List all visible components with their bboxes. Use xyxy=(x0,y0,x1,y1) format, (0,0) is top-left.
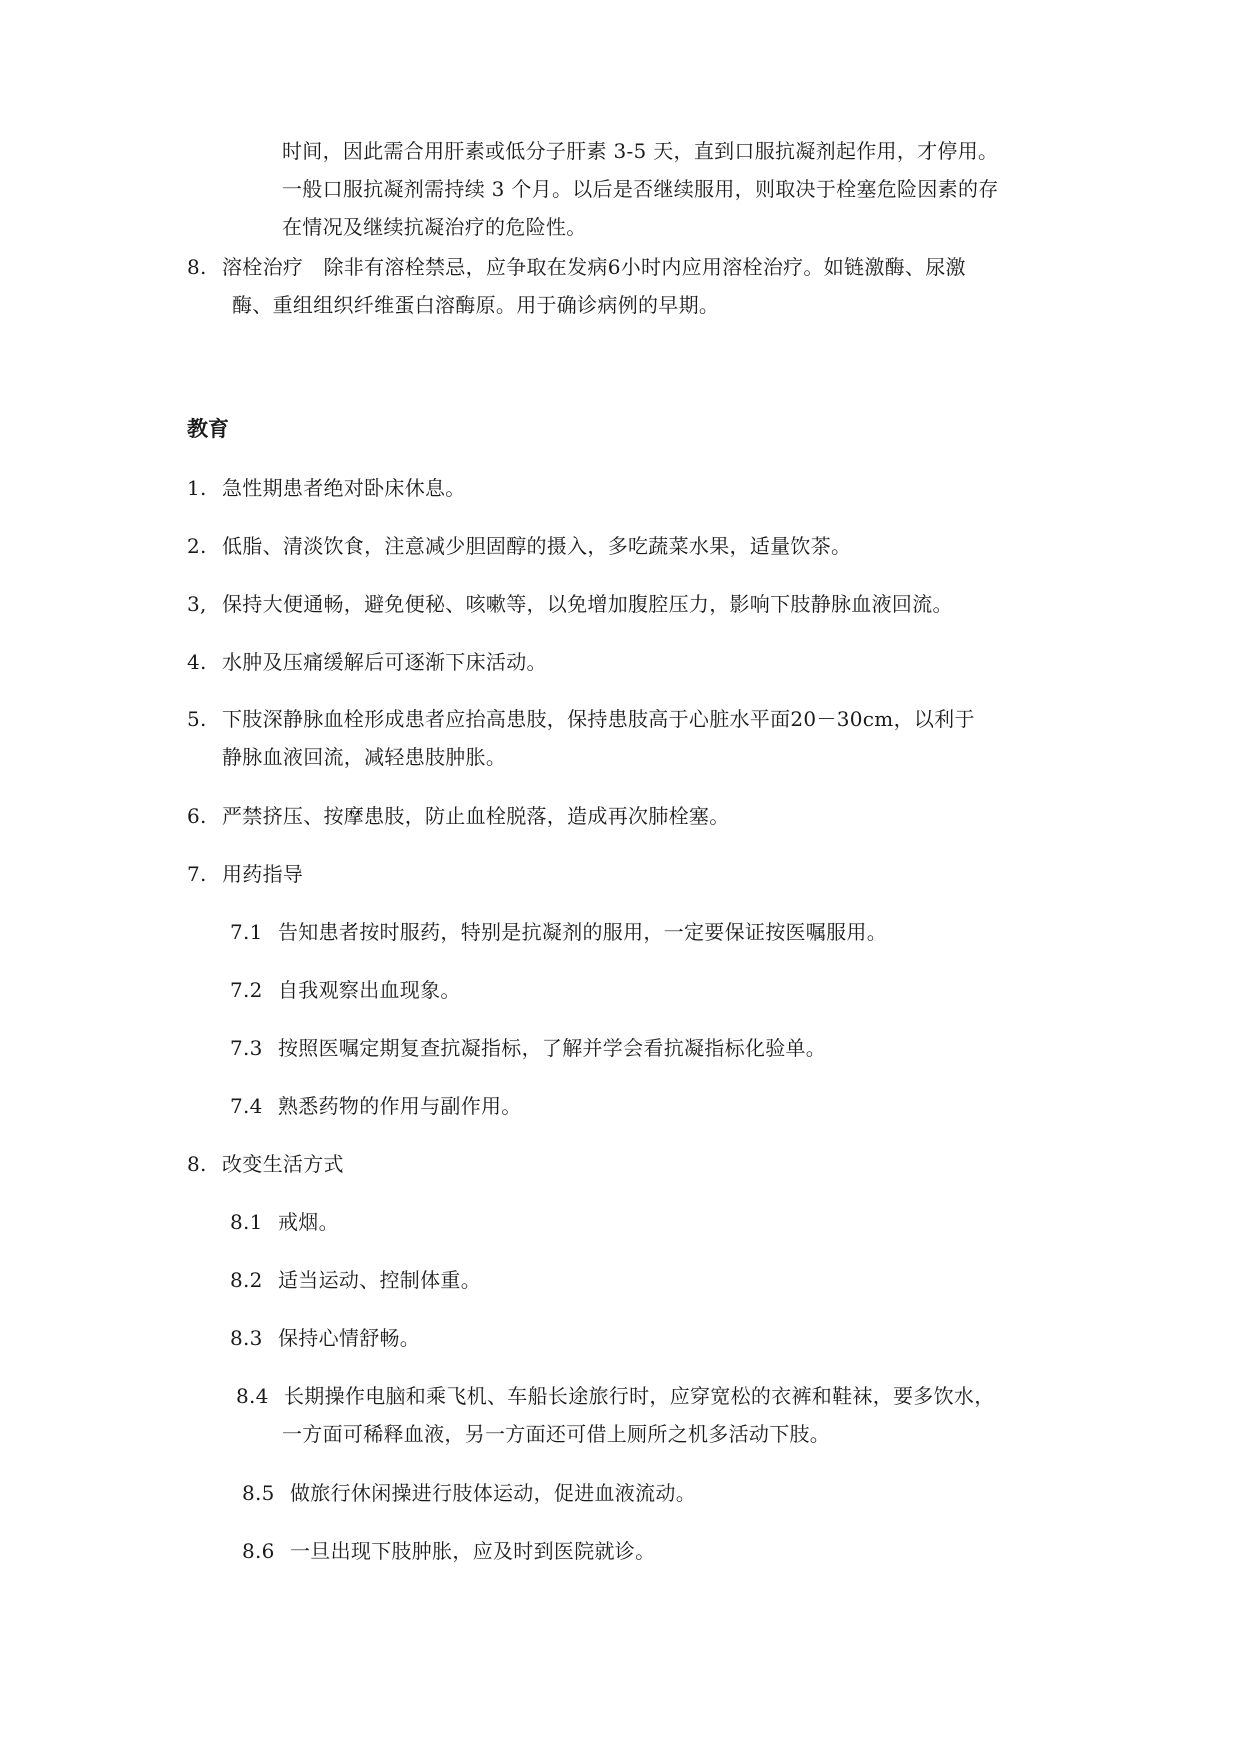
education-item-4-text: 水肿及压痛缓解后可逐渐下床活动。 xyxy=(222,650,547,674)
education-item-7-text: 用药指导 xyxy=(222,862,304,886)
medication-item-4-number: 7.4 xyxy=(230,1094,263,1118)
medication-item-1-text: 告知患者按时服药，特别是抗凝剂的服用，一定要保证按医嘱服用。 xyxy=(278,920,887,944)
education-item-2-number: 2. xyxy=(187,534,207,558)
section-heading-education: 教育 xyxy=(187,417,229,441)
education-item-1-text: 急性期患者绝对卧床休息。 xyxy=(222,476,466,500)
education-item-5-text: 下肢深静脉血栓形成患者应抬高患肢，保持患肢高于心脏水平面20－30cm，以利于 xyxy=(222,707,975,731)
medication-item-3-text: 按照医嘱定期复查抗凝指标，了解并学会看抗凝指标化验单。 xyxy=(278,1036,827,1060)
medication-item-4-text: 熟悉药物的作用与副作用。 xyxy=(278,1094,522,1118)
lifestyle-item-1-number: 8.1 xyxy=(230,1210,263,1234)
education-item-4-number: 4. xyxy=(187,650,207,674)
education-item-5-text-2: 静脉血液回流，减轻患肢肿胀。 xyxy=(222,745,507,769)
education-item-3-text: 保持大便通畅，避免便秘、咳嗽等，以免增加腹腔压力，影响下肢静脉血液回流。 xyxy=(222,592,953,616)
education-item-6-number: 6. xyxy=(187,804,207,828)
lifestyle-item-4-number: 8.4 xyxy=(236,1384,269,1408)
medication-item-1-number: 7.1 xyxy=(230,920,263,944)
continuation-line-1: 时间，因此需合用肝素或低分子肝素 3-5 天，直到口服抗凝剂起作用，才停用。 xyxy=(282,139,999,163)
education-item-3-number: 3, xyxy=(187,592,207,616)
education-item-8-number: 8. xyxy=(187,1152,207,1176)
lifestyle-item-1-text: 戒烟。 xyxy=(278,1210,339,1234)
education-item-7-number: 7. xyxy=(187,862,207,886)
lifestyle-item-6-number: 8.6 xyxy=(242,1539,275,1563)
education-item-1-number: 1. xyxy=(187,476,207,500)
lifestyle-item-4-text: 长期操作电脑和乘飞机、车船长途旅行时，应穿宽松的衣裤和鞋袜，要多饮水， xyxy=(284,1384,995,1408)
lifestyle-item-3-number: 8.3 xyxy=(230,1326,263,1350)
lifestyle-item-3-text: 保持心情舒畅。 xyxy=(278,1326,421,1350)
medication-item-2-number: 7.2 xyxy=(230,978,263,1002)
medication-item-3-number: 7.3 xyxy=(230,1036,263,1060)
thrombolysis-item-line-2: 酶、重组组织纤维蛋白溶酶原。用于确诊病例的早期。 xyxy=(232,293,720,317)
lifestyle-item-5-number: 8.5 xyxy=(242,1481,275,1505)
lifestyle-item-4-text-2: 一方面可稀释血液，另一方面还可借上厕所之机多活动下肢。 xyxy=(282,1422,831,1446)
education-item-6-text: 严禁挤压、按摩患肢，防止血栓脱落，造成再次肺栓塞。 xyxy=(222,804,730,828)
lifestyle-item-6-text: 一旦出现下肢肿胀，应及时到医院就诊。 xyxy=(290,1539,656,1563)
lifestyle-item-2-text: 适当运动、控制体重。 xyxy=(278,1268,481,1292)
continuation-line-3: 在情况及继续抗凝治疗的危险性。 xyxy=(282,215,587,239)
thrombolysis-item-number: 8. xyxy=(187,255,207,279)
education-item-5-number: 5. xyxy=(187,707,207,731)
thrombolysis-item-line-1: 溶栓治疗 除非有溶栓禁忌，应争取在发病6小时内应用溶栓治疗。如链激酶、尿激 xyxy=(222,255,966,279)
lifestyle-item-5-text: 做旅行休闲操进行肢体运动，促进血液流动。 xyxy=(290,1481,696,1505)
continuation-line-2: 一般口服抗凝剂需持续 3 个月。以后是否继续服用，则取决于栓塞危险因素的存 xyxy=(282,177,999,201)
lifestyle-item-2-number: 8.2 xyxy=(230,1268,263,1292)
education-item-8-text: 改变生活方式 xyxy=(222,1152,344,1176)
medication-item-2-text: 自我观察出血现象。 xyxy=(278,978,461,1002)
education-item-2-text: 低脂、清淡饮食，注意减少胆固醇的摄入，多吃蔬菜水果，适量饮茶。 xyxy=(222,534,852,558)
